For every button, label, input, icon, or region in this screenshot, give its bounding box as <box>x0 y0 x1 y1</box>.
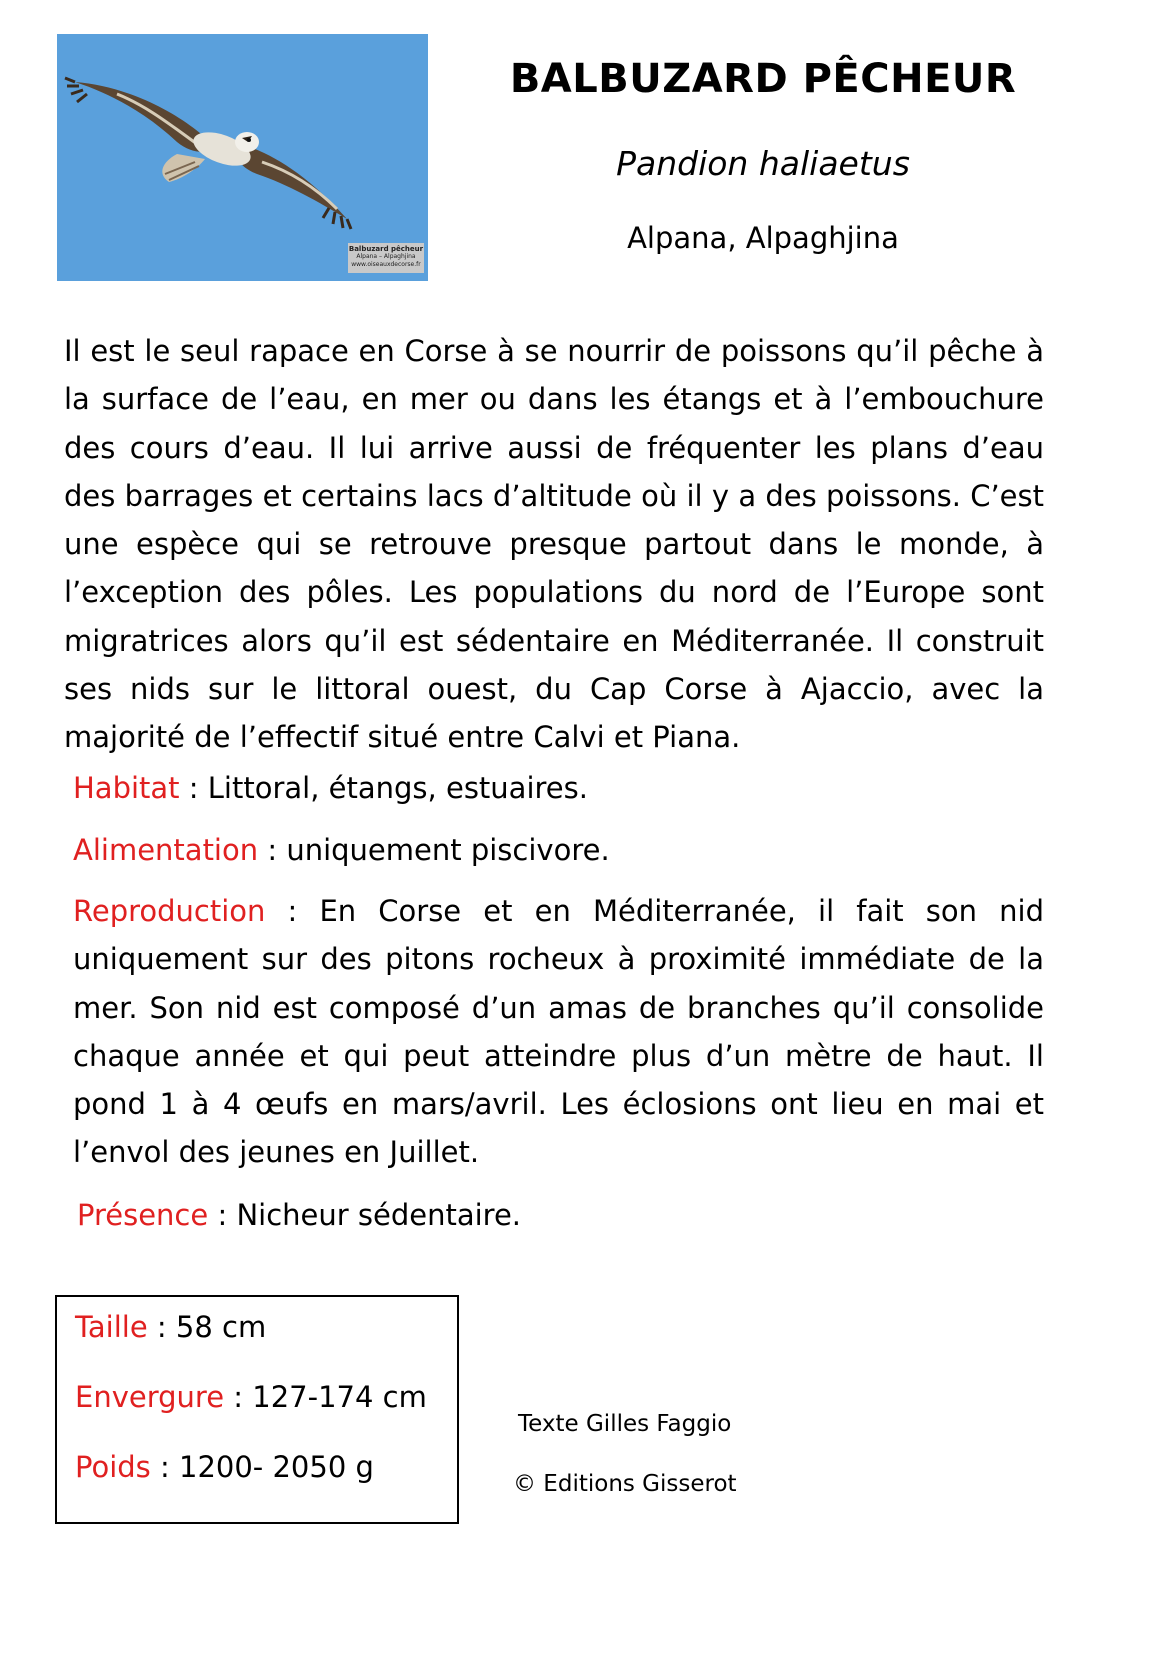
habitat-label: Habitat <box>73 771 180 805</box>
habitat-field <box>73 764 1043 812</box>
presence-value: : Nicheur sédentaire. <box>208 1198 522 1232</box>
photo-caption <box>348 243 424 273</box>
osprey-photo <box>57 34 428 281</box>
photo-caption-url: www.oiseauxdecorse.fr <box>351 261 421 268</box>
reproduction-field <box>73 887 1044 1177</box>
reproduction-label: Reproduction <box>73 894 266 928</box>
habitat-value: : Littoral, étangs, estuaires. <box>179 771 588 805</box>
presence-field <box>77 1191 1037 1239</box>
latin-name: Pandion haliaetus <box>616 144 910 183</box>
alimentation-field <box>73 826 1043 874</box>
author-credit: Texte Gilles Faggio <box>518 1411 732 1437</box>
measures-box <box>55 1295 459 1524</box>
poids-label: Poids <box>75 1450 151 1484</box>
alimentation-value: : uniquement piscivore. <box>258 833 610 867</box>
measure-taille <box>75 1307 266 1347</box>
reproduction-value: : En Corse et en Méditerranée, il fait son nid uniquement sur des pitons rocheux à proximité immédiate de la mer. Son nid est composé d’un amas de branches qu’il consolide chaque année et qui peut atteindre plus d’un mètre de haut. Il pond 1 à 4 œufs en mars/avril. Les éclosions ont lieu en mai et l’envol des jeunes en Juillet. <box>73 894 1044 1170</box>
presence-label: Présence <box>77 1198 209 1232</box>
publisher-credit: © Editions Gisserot <box>513 1471 737 1497</box>
envergure-value: : 127-174 cm <box>224 1380 427 1414</box>
taille-value: : 58 cm <box>147 1310 267 1344</box>
description-paragraph: Il est le seul rapace en Corse à se nourrir de poissons qu’il pêche à la surface de l’eau, en mer ou dans les étangs et à l’embouchure des cours d’eau. Il lui arrive aussi de fréquenter les plans d’eau des barrages et certains lacs d’altitude où il y a des poissons. C’est une espèce qui se retrouve presque partout dans le monde, à l’exception des pôles. Les populations du nord de l’Europe sont migratrices alors qu’il est sédentaire en Méditerranée. Il construit ses nids sur le littoral ouest, du Cap Corse à Ajaccio, avec la majorité de l’effectif situé entre Calvi et Piana. <box>64 334 1044 755</box>
taille-label: Taille <box>75 1310 148 1344</box>
photo-caption-title: Balbuzard pêcheur <box>348 245 424 253</box>
alimentation-label: Alimentation <box>73 833 259 867</box>
poids-value: : 1200- 2050 g <box>150 1450 374 1484</box>
envergure-label: Envergure <box>75 1380 225 1414</box>
measure-poids <box>75 1447 374 1487</box>
photo-caption-names: Alpana – Alpaghjina <box>356 253 416 260</box>
measure-envergure <box>75 1377 427 1417</box>
local-names: Alpana, Alpaghjina <box>627 221 899 255</box>
page-title: BALBUZARD PÊCHEUR <box>509 56 1017 102</box>
